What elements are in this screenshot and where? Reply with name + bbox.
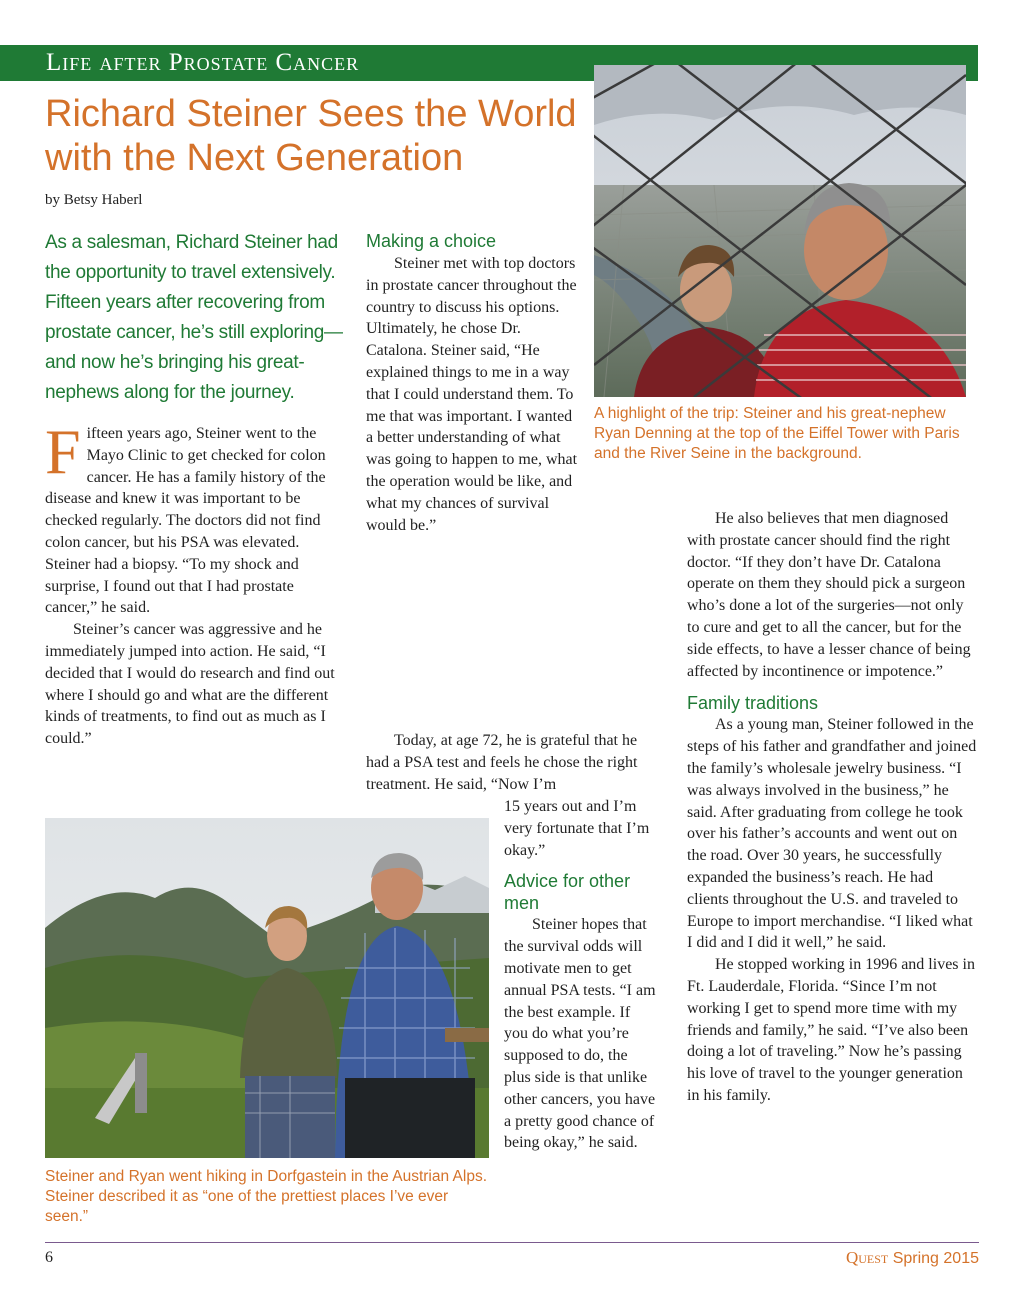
byline: by Betsy Haberl <box>45 192 143 208</box>
drop-cap: F <box>45 416 81 487</box>
col2-paragraph-1a: Steiner met with top doctors in prostate cancer throughout the country to discuss his options. Ultimately, he chose Dr. Catalona. Steiner said, “He explained things to me in a way that I could understand them. To me that was important. I wanted a better understanding of what was going to happen to me, what the operation would be like, and what my chances of survival would be.” <box>366 255 578 534</box>
eiffel-tower-photo <box>594 65 966 397</box>
column-1 <box>45 416 335 750</box>
col1-paragraph-2: Steiner’s cancer was aggressive and he immediately jumped into action. He said, “I decided that I would do research and find out where I should go and what are the different kinds of treatments, to find out as much as I could.” <box>45 621 335 748</box>
col3-paragraph-2: As a young man, Steiner followed in the steps of his father and grandfather and joined the family’s wholesale jewelry business. “I was always involved in the business,” he said. After graduating from college he took over his father’s accounts and went out on the road. Over 30 years, he successfully expanded the business’s reach. He had clients throughout the U.S. and traveled to Europe to import merchandise. “I liked what I did and I did it well,” he said. <box>687 716 977 952</box>
austrian-alps-photo <box>45 818 489 1158</box>
footer-publication <box>846 1248 979 1268</box>
col1-paragraph-1-text: ifteen years ago, Steiner went to the Mayo Clinic to get checked for colon cancer. He has a family history of the disease and knew it was important to be checked regularly. The doctors did not find colon cancer, but his PSA was elevated. Steiner had a biopsy. “To my shock and surprise, I found out that I had prostate cancer,” he said. <box>45 425 326 617</box>
column-2-wide-text <box>366 730 656 795</box>
column-3 <box>687 508 977 1107</box>
issue-date: Spring 2015 <box>892 1250 979 1267</box>
heading-family-traditions: Family traditions <box>687 693 819 714</box>
column-2 <box>366 230 578 252</box>
col3-paragraph-3: He stopped working in 1996 and lives in Ft. Lauderdale, Florida. “Since I’m not working I get to spend more time with my friends and family,” he said. “I’ve also been doing a lot of traveling.” Now he’s passing his love of travel to the younger generation in his family. <box>687 956 975 1104</box>
col2-paragraph-4: Steiner hopes that the survival odds will motivate men to get annual PSA tests. “I am the best example. If you do what you’re supposed to do, the plus side is that unlike other cancers, you have a pretty good chance of being okay,” he said. <box>504 916 656 1152</box>
publication-name: Quest <box>845 1248 889 1267</box>
page-number: 6 <box>45 1249 53 1266</box>
lede-paragraph: As a salesman, Richard Steiner had the opportunity to travel extensively. Fifteen years after recovering from prostate cancer, he’s still exploring—and now he’s bringing his great-nephews along for the journey. <box>45 232 343 403</box>
section-banner-text: Life after Prostate Cancer <box>46 49 360 76</box>
col2-paragraph-3: Today, at age 72, he is grateful that he had a PSA test and feels he chose the right treatment. He said, “Now I’m <box>366 732 638 793</box>
article-title: Richard Steiner Sees the World with the Next Generation <box>45 93 577 179</box>
col2-paragraph-3-cont: 15 years out and I’m very fortunate that I’m okay.” <box>504 798 650 859</box>
caption-eiffel: A highlight of the trip: Steiner and his great-nephew Ryan Denning at the top of the Eiffel Tower with Paris and the River Seine in the background. <box>594 405 960 462</box>
col3-paragraph-1: He also believes that men diagnosed with prostate cancer should find the right doctor. “If they don’t have Dr. Catalona operate on them they should pick a surgeon who’s done a lot of the surgeries—not only to cure and get to all the cancer, but for the side effects, to have a lesser chance of being affected by incontinence or impotence.” <box>687 510 971 680</box>
col1-paragraph-1 <box>45 416 335 619</box>
column-2-top-text <box>366 253 578 536</box>
column-2-narrow <box>504 796 656 1154</box>
heading-advice-for-other-men: Advice for other men <box>504 871 631 914</box>
austrian-alps-photo-illustration <box>45 818 489 1158</box>
eiffel-tower-photo-illustration <box>594 65 966 397</box>
footer-rule <box>45 1242 979 1243</box>
caption-alps: Steiner and Ryan went hiking in Dorfgastein in the Austrian Alps. Steiner described it as “one of the prettiest places I’ve ever seen.” <box>45 1168 488 1225</box>
heading-making-a-choice: Making a choice <box>366 231 497 251</box>
